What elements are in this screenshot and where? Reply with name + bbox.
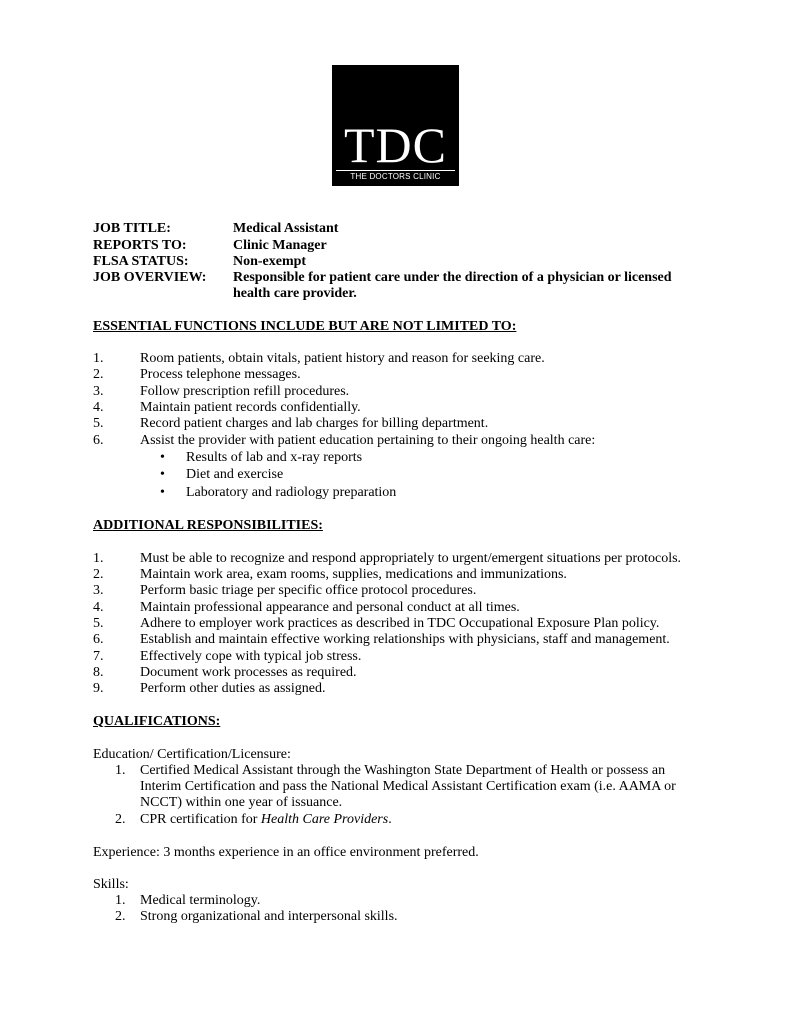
item-number: 2.	[115, 909, 126, 924]
item-number: 8.	[93, 665, 104, 680]
item-text: Effectively cope with typical job stress.	[140, 649, 362, 664]
item-number: 3.	[93, 384, 104, 399]
item-number: 5.	[93, 416, 104, 431]
item-number: 4.	[93, 600, 104, 615]
job-title-value: Medical Assistant	[233, 221, 339, 236]
essential-heading: ESSENTIAL FUNCTIONS INCLUDE BUT ARE NOT LIMITED TO:	[93, 319, 517, 334]
overview-line-1: Responsible for patient care under the direction of a physician or licensed	[233, 270, 672, 285]
item-text: Adhere to employer work practices as described in TDC Occupational Exposure Plan policy.	[140, 616, 660, 631]
item-text: Certified Medical Assistant through the Washington State Department of Health or possess an Interim Certification and pass the National Medical Assistant Certification exam (i.e. AAMA or NCCT) within one year of issuance.	[140, 763, 676, 810]
item-number: 2.	[93, 367, 104, 382]
item-number: 1.	[93, 551, 104, 566]
item-text: Maintain work area, exam rooms, supplies, medications and immunizations.	[140, 567, 567, 582]
item-number: 7.	[93, 649, 104, 664]
item-text: Must be able to recognize and respond appropriately to urgent/emergent situations per protocols.	[140, 551, 682, 566]
logo-letters: TDC	[344, 117, 447, 173]
item-number: 2.	[93, 567, 104, 582]
item-number: 6.	[93, 433, 104, 448]
reports-to-label: REPORTS TO:	[93, 238, 187, 253]
bullet-icon: •	[160, 485, 165, 500]
item-text: Record patient charges and lab charges for billing department.	[140, 416, 489, 431]
item-text: Follow prescription refill procedures.	[140, 384, 350, 399]
item-text: Process telephone messages.	[140, 367, 301, 382]
item-text: Room patients, obtain vitals, patient history and reason for seeking care.	[140, 351, 545, 366]
flsa-value: Non-exempt	[233, 254, 307, 269]
reports-to-value: Clinic Manager	[233, 238, 327, 253]
qualifications-heading: QUALIFICATIONS:	[93, 714, 221, 729]
bullet-text: Laboratory and radiology preparation	[186, 485, 397, 500]
item-text: Assist the provider with patient education pertaining to their ongoing health care:	[140, 433, 596, 448]
tdc-logo	[332, 65, 459, 186]
cpr-period: .	[388, 812, 392, 827]
bullet-text: Results of lab and x-ray reports	[186, 450, 363, 465]
item-text: Strong organizational and interpersonal skills.	[140, 909, 398, 924]
item-text: Document work processes as required.	[140, 665, 357, 680]
bullet-text: Diet and exercise	[186, 467, 284, 482]
item-text: Medical terminology.	[140, 893, 261, 908]
item-text: Perform other duties as assigned.	[140, 681, 326, 696]
experience-text: Experience: 3 months experience in an office environment preferred.	[93, 845, 479, 860]
skills-label: Skills:	[93, 877, 129, 892]
item-text: Maintain professional appearance and personal conduct at all times.	[140, 600, 520, 615]
additional-heading: ADDITIONAL RESPONSIBILITIES:	[93, 518, 323, 533]
item-number: 6.	[93, 632, 104, 647]
item-text: Establish and maintain effective working relationships with physicians, staff and management.	[140, 632, 670, 647]
item-number: 2.	[115, 812, 126, 827]
education-label: Education/ Certification/Licensure:	[93, 747, 291, 762]
item-number: 3.	[93, 583, 104, 598]
item-text: Perform basic triage per specific office protocol procedures.	[140, 583, 477, 598]
overview-line-2: health care provider.	[233, 286, 357, 301]
logo-subtitle: THE DOCTORS CLINIC	[350, 172, 441, 181]
cpr-text: CPR certification for	[140, 812, 261, 827]
cpr-provider-text: Health Care Providers	[260, 812, 389, 827]
job-title-label: JOB TITLE:	[93, 221, 171, 236]
logo-divider	[336, 170, 455, 171]
overview-label: JOB OVERVIEW:	[93, 270, 207, 285]
bullet-icon: •	[160, 450, 165, 465]
item-text: Maintain patient records confidentially.	[140, 400, 361, 415]
flsa-label: FLSA STATUS:	[93, 254, 189, 269]
item-number: 1.	[93, 351, 104, 366]
item-text	[140, 812, 700, 828]
item-number: 1.	[115, 763, 126, 778]
item-number: 1.	[115, 893, 126, 908]
item-number: 4.	[93, 400, 104, 415]
item-number: 9.	[93, 681, 104, 696]
item-number: 5.	[93, 616, 104, 631]
bullet-icon: •	[160, 467, 165, 482]
